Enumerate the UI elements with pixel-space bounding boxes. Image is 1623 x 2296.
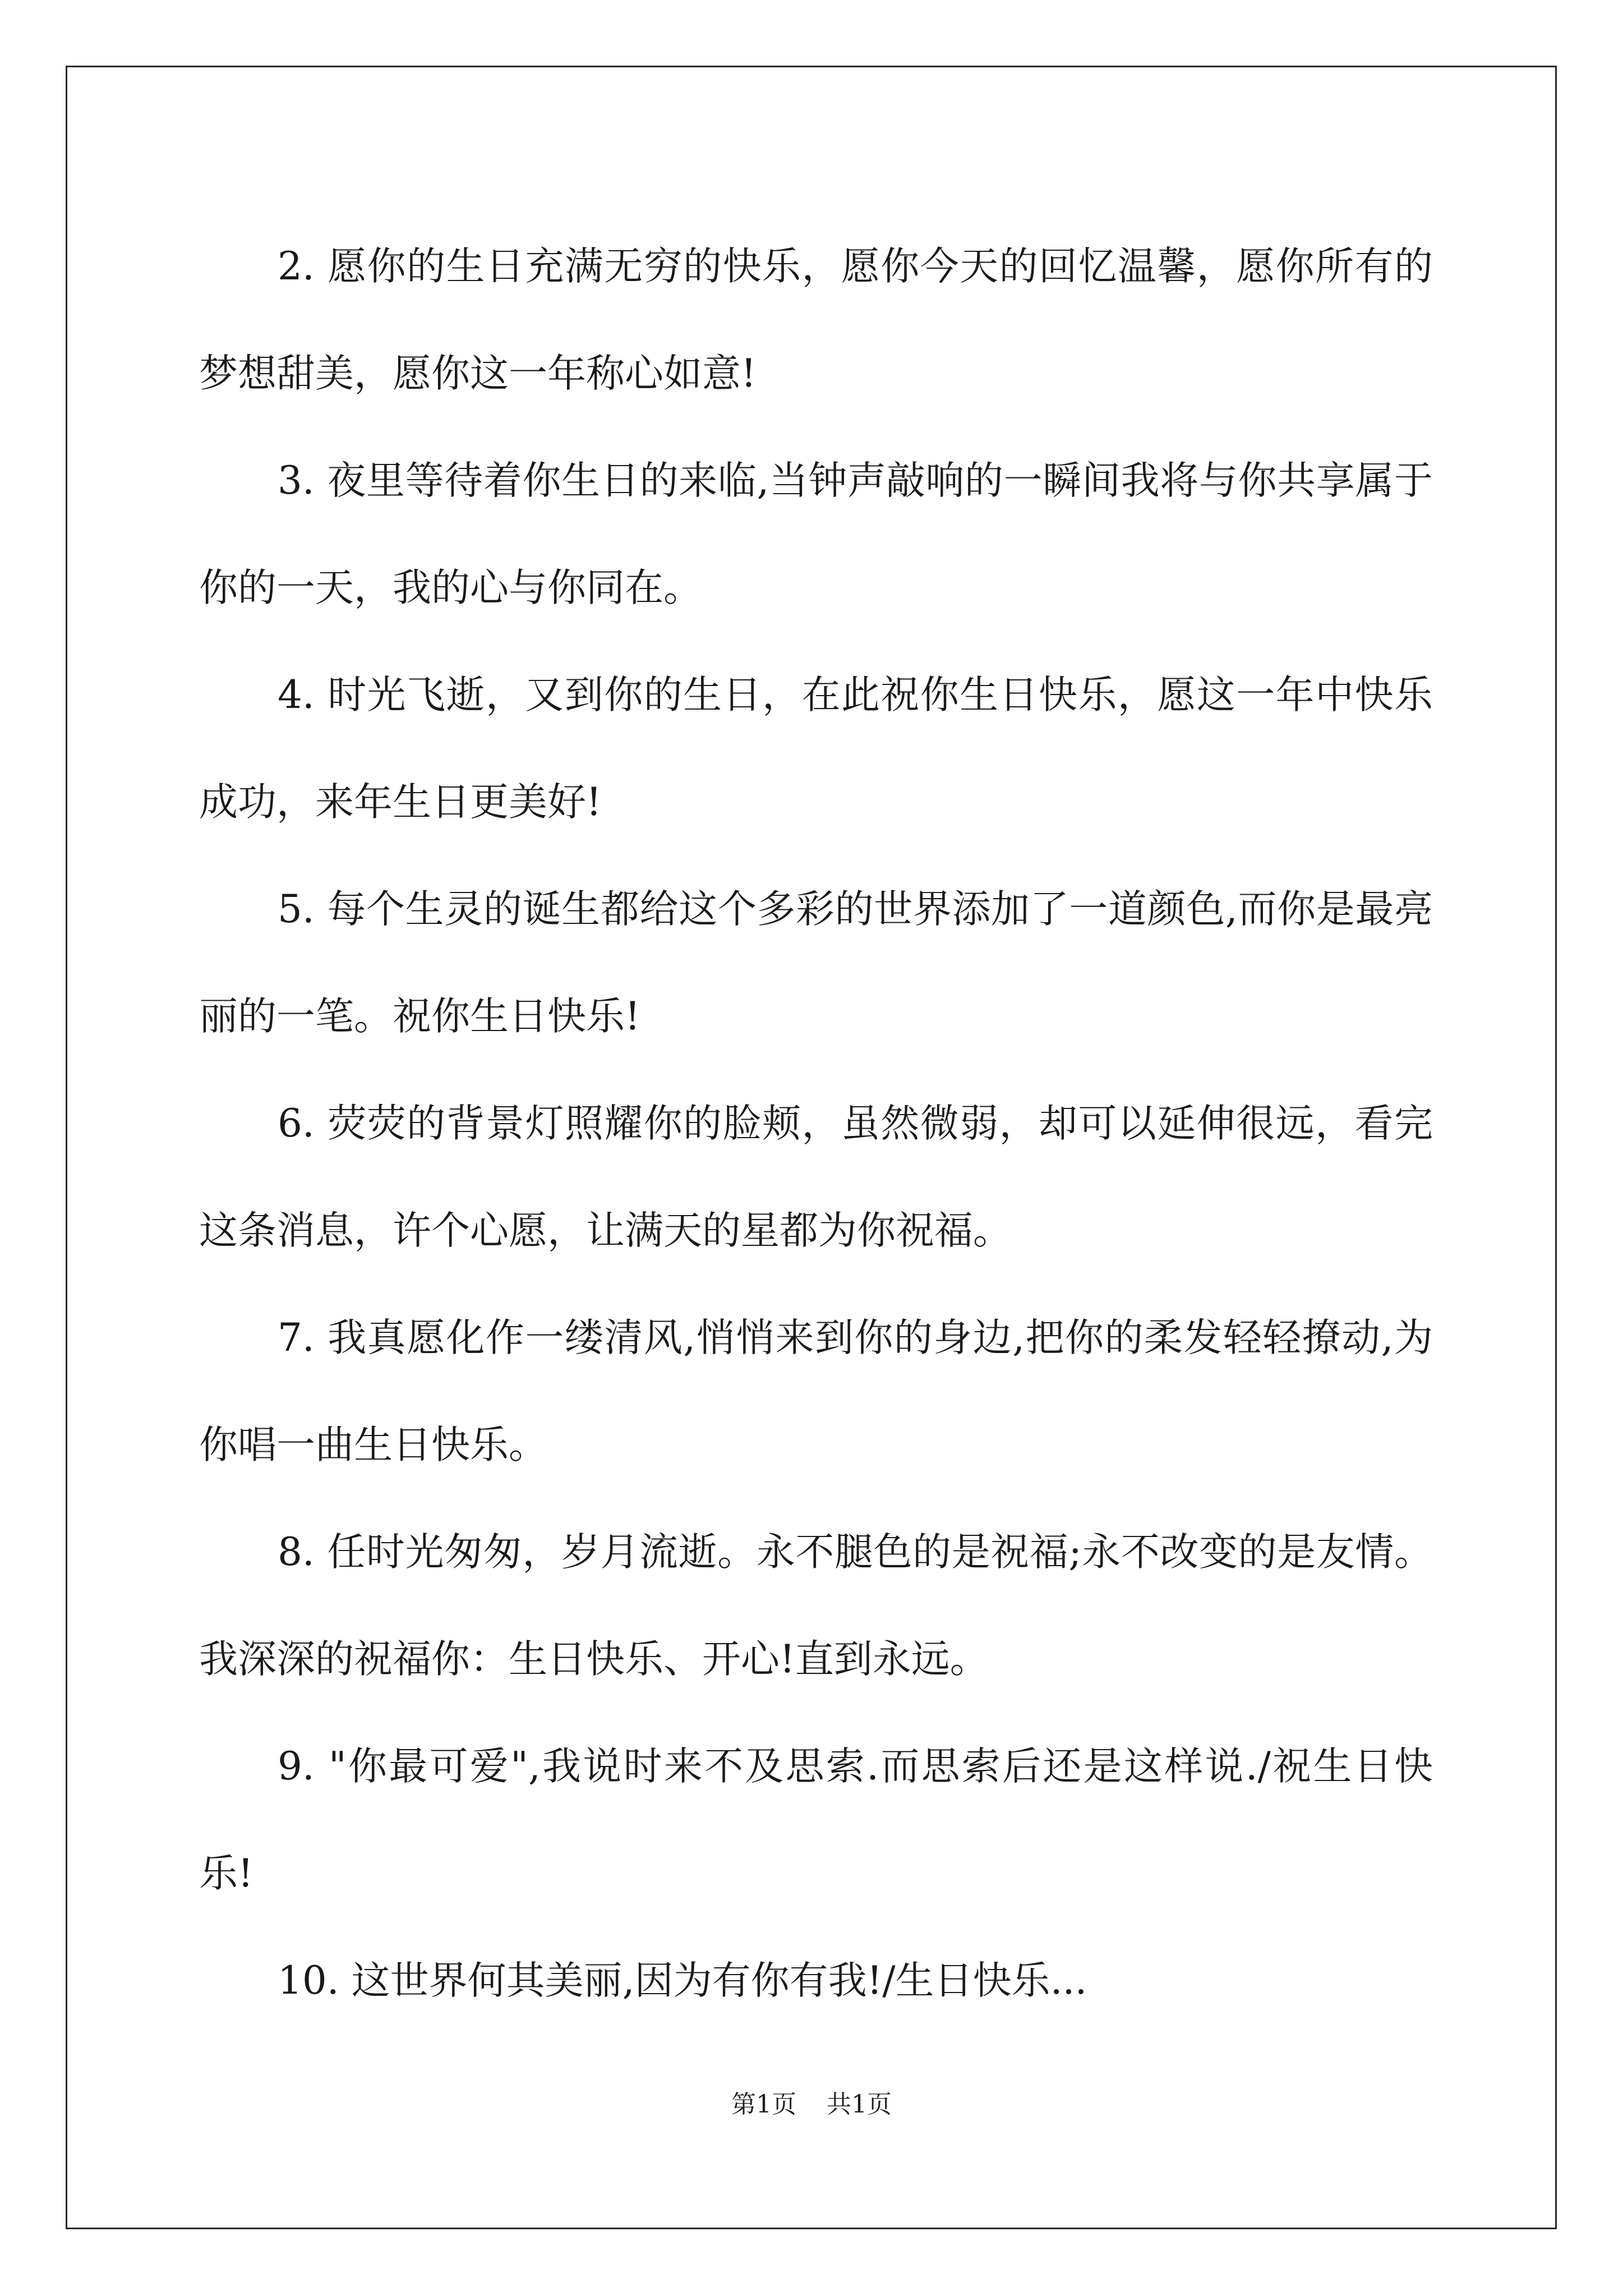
paragraph-9: 9. "你最可爱",我说时来不及思索.而思索后还是这样说./祝生日快乐! xyxy=(199,1744,1433,1896)
paragraph-6: 6. 荧荧的背景灯照耀你的脸颊，虽然微弱，却可以延伸很远，看完这条消息，许个心愿，让满天的星都为你祝福。 xyxy=(199,1101,1433,1253)
paragraph-2: 2. 愿你的生日充满无穷的快乐，愿你今天的回忆温馨，愿你所有的梦想甜美，愿你这一年称心如意! xyxy=(199,244,1433,396)
page-number-current: 第1页 xyxy=(731,2090,796,2119)
paragraph-8: 8. 任时光匆匆，岁月流逝。永不腿色的是祝福;永不改变的是友情。我深深的祝福你：生日快乐、开心!直到永远。 xyxy=(199,1530,1433,1682)
paragraph-4: 4. 时光飞逝，又到你的生日，在此祝你生日快乐，愿这一年中快乐成功，来年生日更美好! xyxy=(199,673,1433,825)
paragraph-7: 7. 我真愿化作一缕清风,悄悄来到你的身边,把你的柔发轻轻撩动,为你唱一曲生日快乐。 xyxy=(199,1315,1433,1467)
document-body xyxy=(199,213,1433,2035)
paragraph-3: 3. 夜里等待着你生日的来临,当钟声敲响的一瞬间我将与你共享属于你的一天，我的心与你同在。 xyxy=(199,458,1433,610)
page-number-total: 共1页 xyxy=(827,2090,892,2119)
paragraph-5: 5. 每个生灵的诞生都给这个多彩的世界添加了一道颜色,而你是最亮丽的一笔。祝你生日快乐! xyxy=(199,887,1433,1039)
paragraph-10: 10. 这世界何其美丽,因为有你有我!/生日快乐... xyxy=(278,1958,1087,2003)
page-footer xyxy=(0,2084,1623,2120)
